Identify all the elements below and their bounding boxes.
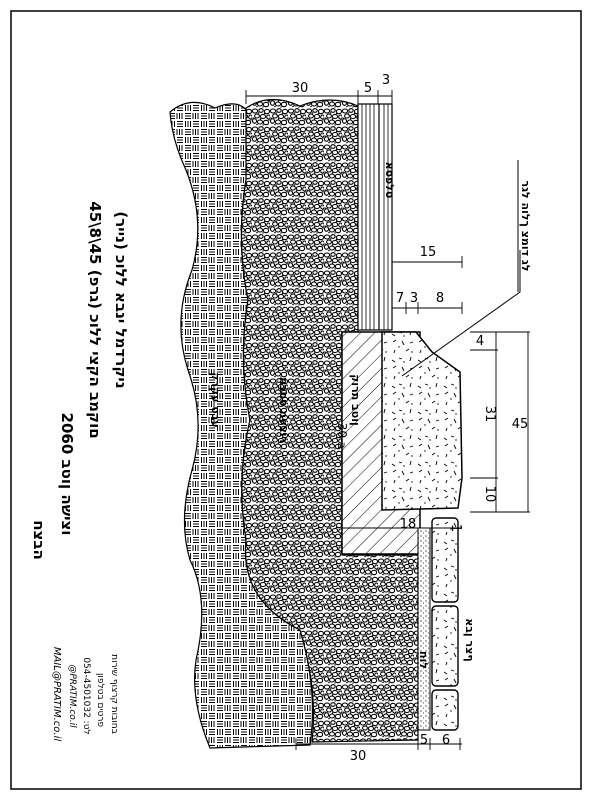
dim-top-30: 30 xyxy=(291,81,309,96)
company-web: @PRATIM.co.il xyxy=(67,664,77,728)
dim-bottom-5: 5 xyxy=(419,733,429,748)
dim-right-3: 3 xyxy=(409,291,419,306)
dim-right-10: 10 xyxy=(482,485,497,503)
asphalt-layer xyxy=(358,104,392,330)
title-line-4: הבצח xyxy=(30,520,48,560)
dim-right-31: 31 xyxy=(482,405,497,423)
label-curb: לג דומצ ךלוה לגר xyxy=(519,180,532,272)
dim-bottom-6: 6 xyxy=(441,733,451,748)
label-native-soil: עבט עקרק xyxy=(209,372,222,428)
company-phone: 054-4501032 :לט xyxy=(81,657,91,735)
title-line-1: (נייר) ניקרדמל ינבא ללוכ xyxy=(112,211,130,389)
paving-stone xyxy=(432,606,458,686)
label-compacted-base: רוצעמ ססבמ xyxy=(277,376,290,444)
dim-bottom-30: 30 xyxy=(349,749,367,764)
dim-mid-1: 1 xyxy=(448,523,463,533)
dim-top-3: 3 xyxy=(381,73,391,88)
paving-stone xyxy=(432,690,458,730)
company-line-2: פרטים בטלפון xyxy=(95,672,105,728)
company-line-1: בחובות קרצוף שירות xyxy=(109,654,119,734)
dim-right-4: 4 xyxy=(475,334,485,349)
dim-right-45: 45 xyxy=(511,417,529,432)
title-line-3: 2060 וצישה ןוטב xyxy=(58,412,76,536)
dim-right-7: 7 xyxy=(395,291,405,306)
dim-top-5: 5 xyxy=(363,81,373,96)
label-leveling-layer: לוח xyxy=(417,651,430,669)
dim-right-8: 8 xyxy=(435,291,445,306)
dim-mid-18: 18 xyxy=(399,517,417,532)
paving-stones xyxy=(432,518,458,730)
title-line-2: 45\8\45 םוקמב הקצי ללוכ (גרפ) xyxy=(86,201,104,439)
leveling-sand-layer xyxy=(418,528,430,730)
dim-right-15: 15 xyxy=(419,245,437,260)
label-paving-stone: ףצר ןבא xyxy=(463,618,476,662)
company-mail: MAIL@PRATIM.co.il xyxy=(51,646,62,742)
label-concrete-grade: ב-30 xyxy=(335,422,349,450)
label-concrete-block: ןוטב תרוק xyxy=(349,374,362,426)
label-asphalt: טלפסא xyxy=(383,161,396,199)
